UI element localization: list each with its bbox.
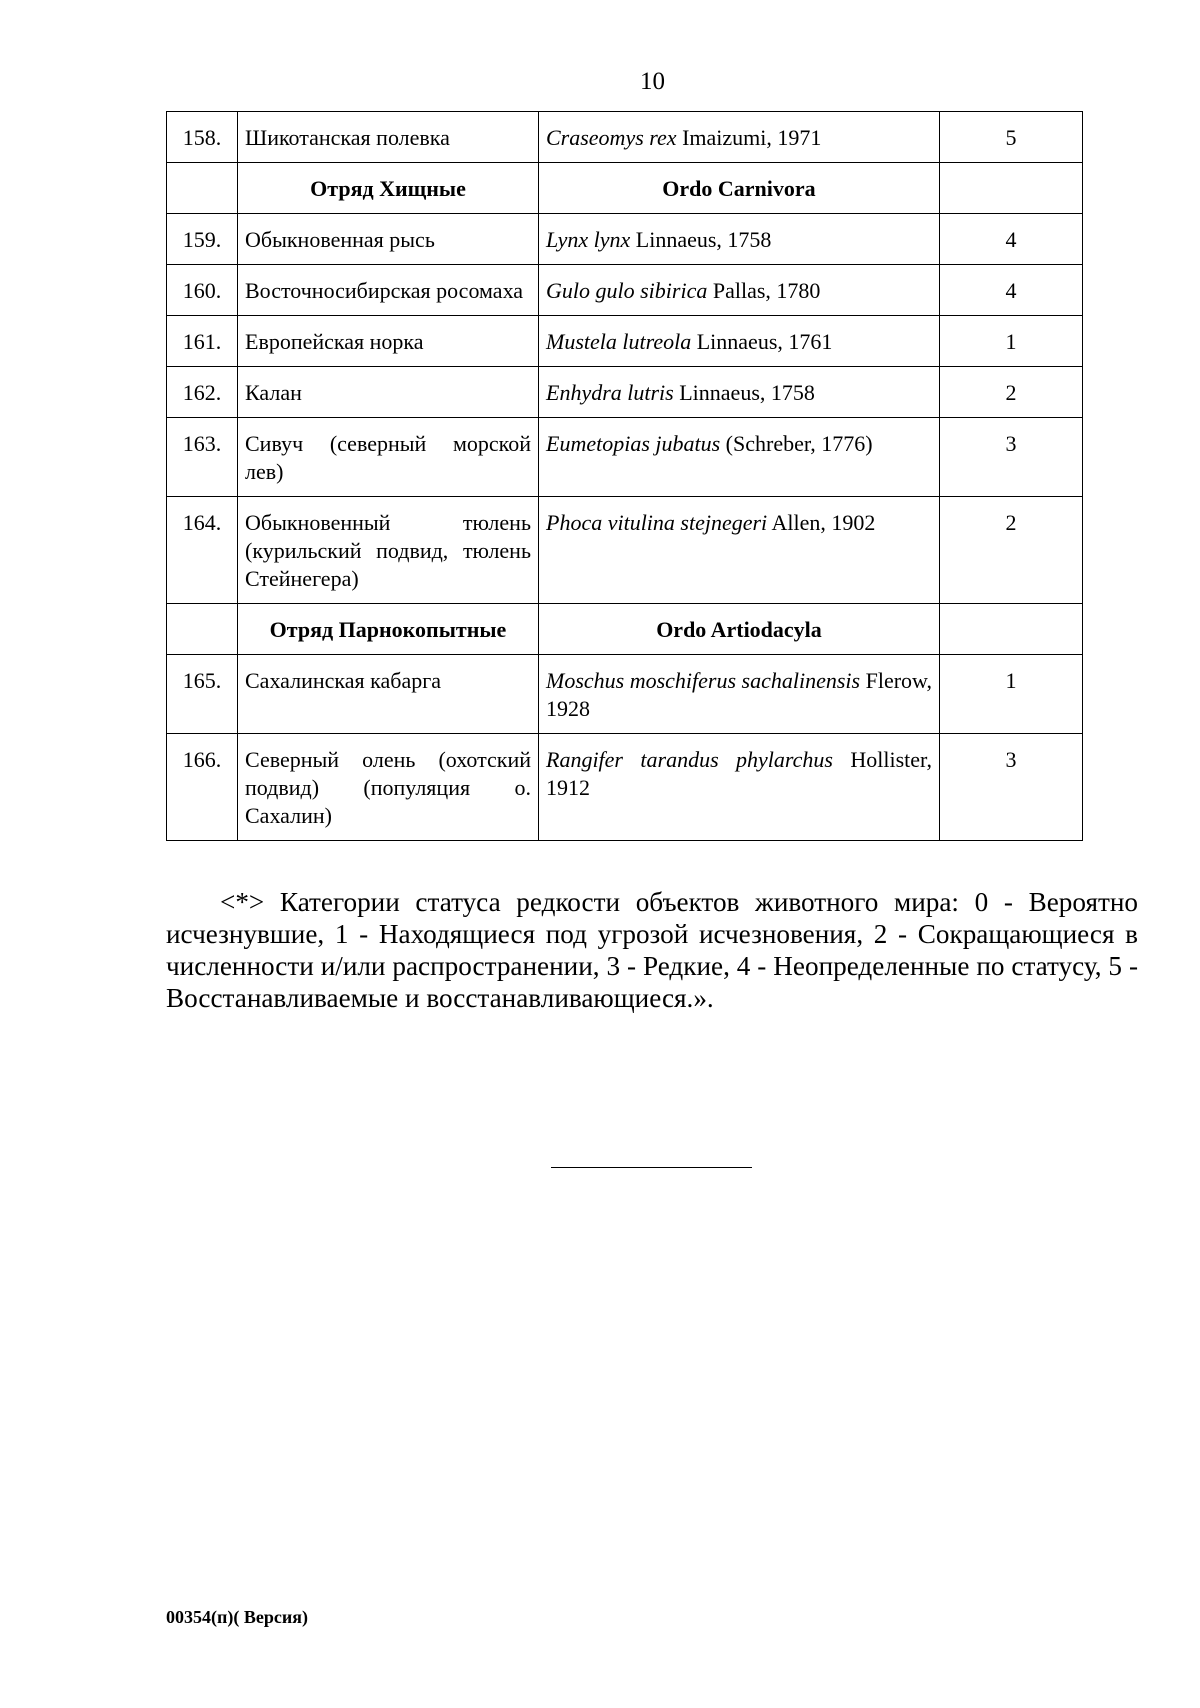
species-name-latin [539, 214, 940, 265]
latin-binomial: Mustela lutreola [546, 329, 692, 354]
group-name-russian: Отряд Парнокопытные [238, 604, 539, 655]
species-number: 158. [167, 112, 238, 163]
species-number: 163. [167, 418, 238, 497]
latin-author: Imaizumi, 1971 [682, 125, 822, 150]
group-number-cell [167, 604, 238, 655]
species-table-body [167, 112, 1083, 841]
latin-binomial: Moschus moschiferus sachalinensis [546, 668, 861, 693]
species-row [167, 418, 1083, 497]
rarity-category: 5 [940, 112, 1083, 163]
latin-binomial: Lynx lynx [546, 227, 631, 252]
latin-author: Flerow, 1928 [546, 668, 932, 721]
species-row [167, 316, 1083, 367]
species-row [167, 655, 1083, 734]
species-name-russian: Обыкновенный тюлень (курильский подвид, тюлень Стейнегера) [238, 497, 539, 604]
species-name-russian: Восточносибирская росомаха [238, 265, 539, 316]
separator-line [551, 1167, 752, 1168]
latin-author: (Schreber, 1776) [725, 431, 873, 456]
latin-binomial: Craseomys rex [546, 125, 677, 150]
latin-binomial: Gulo gulo sibirica [546, 278, 708, 303]
group-name-latin: Ordo Artiodacyla [539, 604, 940, 655]
species-row [167, 734, 1083, 841]
rarity-category: 3 [940, 734, 1083, 841]
species-number: 161. [167, 316, 238, 367]
rarity-category: 4 [940, 214, 1083, 265]
species-row [167, 265, 1083, 316]
document-code: 00354(п)( Версия) [166, 1607, 308, 1627]
species-row [167, 497, 1083, 604]
species-name-russian: Калан [238, 367, 539, 418]
species-row [167, 112, 1083, 163]
species-name-latin [539, 367, 940, 418]
footnote: <*> Категории статуса редкости объектов животного мира: 0 - Вероятно исчезнувшие, 1 - Находящиеся под угрозой исчезновения, 2 - Сокращающиеся в численности и/или распространении, 3 - Редкие, 4 - Неопределенные по статусу, 5 - Восстанавливаемые и восстанавливающиеся.». [166, 887, 1138, 1013]
latin-author: Linnaeus, 1761 [696, 329, 833, 354]
latin-author: Linnaeus, 1758 [679, 380, 815, 405]
species-number: 166. [167, 734, 238, 841]
species-name-latin [539, 655, 940, 734]
species-name-russian: Северный олень (охотский подвид) (популяция о. Сахалин) [238, 734, 539, 841]
group-header-row [167, 604, 1083, 655]
latin-author: Pallas, 1780 [712, 278, 821, 303]
rarity-category: 1 [940, 655, 1083, 734]
species-name-latin [539, 316, 940, 367]
group-name-latin: Ordo Carnivora [539, 163, 940, 214]
species-number: 165. [167, 655, 238, 734]
species-name-latin [539, 734, 940, 841]
latin-binomial: Enhydra lutris [546, 380, 674, 405]
species-name-latin [539, 112, 940, 163]
species-table [166, 111, 1083, 841]
group-category-cell [940, 163, 1083, 214]
species-name-russian: Сахалинская кабарга [238, 655, 539, 734]
species-number: 159. [167, 214, 238, 265]
page-number: 10 [640, 68, 665, 95]
group-header-row [167, 163, 1083, 214]
group-category-cell [940, 604, 1083, 655]
species-name-russian: Обыкновенная рысь [238, 214, 539, 265]
rarity-category: 2 [940, 497, 1083, 604]
rarity-category: 2 [940, 367, 1083, 418]
species-name-russian: Европейская норка [238, 316, 539, 367]
species-row [167, 214, 1083, 265]
latin-author: Hollister, 1912 [546, 747, 932, 800]
species-name-latin [539, 265, 940, 316]
species-name-russian: Шикотанская полевка [238, 112, 539, 163]
species-number: 164. [167, 497, 238, 604]
latin-binomial: Rangifer tarandus phylarchus [546, 747, 833, 772]
latin-author: Allen, 1902 [771, 510, 876, 535]
species-number: 160. [167, 265, 238, 316]
latin-binomial: Phoca vitulina stejnegeri [546, 510, 768, 535]
species-row [167, 367, 1083, 418]
rarity-category: 4 [940, 265, 1083, 316]
species-name-latin [539, 418, 940, 497]
species-name-russian: Сивуч (северный морской лев) [238, 418, 539, 497]
latin-binomial: Eumetopias jubatus [546, 431, 721, 456]
rarity-category: 3 [940, 418, 1083, 497]
species-name-latin [539, 497, 940, 604]
rarity-category: 1 [940, 316, 1083, 367]
group-number-cell [167, 163, 238, 214]
species-number: 162. [167, 367, 238, 418]
group-name-russian: Отряд Хищные [238, 163, 539, 214]
latin-author: Linnaeus, 1758 [635, 227, 772, 252]
